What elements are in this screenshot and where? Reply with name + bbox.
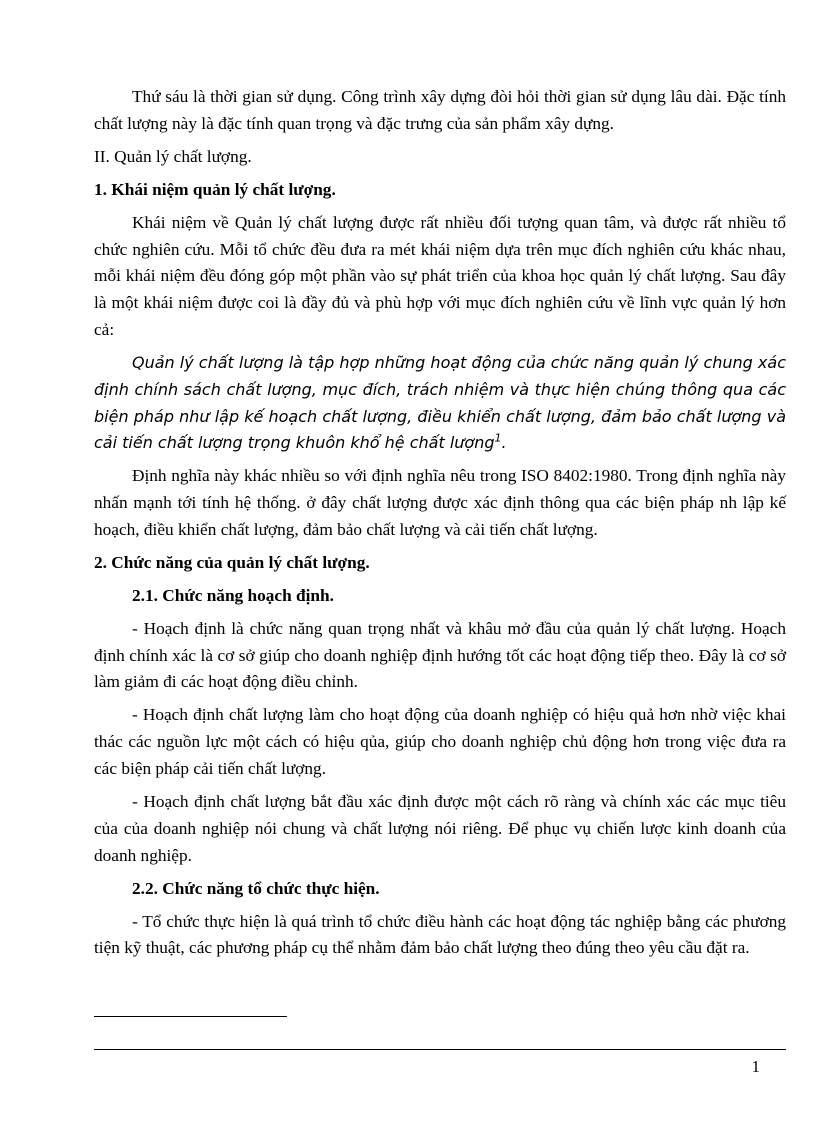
footnote-separator xyxy=(94,1016,287,1017)
body-paragraph: - Hoạch định chất lượng làm cho hoạt động của doanh nghiệp có hiệu quả hơn nhờ việc khai thác các nguồn lực một cách có hiệu qủa, giúp cho doanh nghiệp chủ động hơn trong việc đưa ra các biện pháp cải tiến chất lượng. xyxy=(94,705,786,779)
page-number: 1 xyxy=(751,1057,760,1076)
section-heading: II. Quản lý chất lượng. xyxy=(94,146,252,166)
body-paragraph: Khái niệm về Quản lý chất lượng được rất nhiều đối tượng quan tâm, và được rất nhiều tổ chức nghiên cứu. Mỗi tổ chức đều đưa ra mét khái niệm dựa trên mục đích nghiên cứu khác nhau, mỗi khái niệm đều đóng góp một phần vào sự phát triển của khoa học quản lý chất lượng. Sau đây là một khái niệm được coi là đầy đủ và phù hợp với mục đích nghiên cứu về lĩnh vực quản lý hơn cả: xyxy=(94,212,786,339)
definition-text: Quản lý chất lượng là tập hợp những hoạt động của chức năng quản lý chung xác định chính sách chất lượng, mục đích, trách nhiệm và thực hiện chúng thông qua các biện pháp như lập kế hoạch chất lượng, điều khiển chất lượng, đảm bảo chất lượng và cải tiến chất lượng trọng khuôn khổ hệ chất lượng xyxy=(94,352,786,453)
footnote-marker: 1 xyxy=(494,431,502,445)
body-paragraph: Định nghĩa này khác nhiều so với định nghĩa nêu trong ISO 8402:1980. Trong định nghĩa này nhấn mạnh tới tính hệ thống. ở đây chất lượng được xác định thông qua các biện pháp nh lập kế hoạch, điều khiển chất lượng, đảm bảo chất lượng và cải tiến chất lượng. xyxy=(94,466,786,539)
definition-quote xyxy=(94,350,786,457)
subsection-heading: 2.2. Chức năng tổ chức thực hiện. xyxy=(132,878,380,898)
body-paragraph: - Hoạch định chất lượng bắt đầu xác định được một cách rõ ràng và chính xác các mục tiêu của của doanh nghiệp nói chung và chất lượng nói riêng. Để phục vụ chiến lược kinh doanh của doanh nghiệp. xyxy=(94,792,786,865)
document-page xyxy=(94,84,786,968)
body-paragraph: - Hoạch định là chức năng quan trọng nhất và khâu mở đầu của quản lý chất lượng. Hoạch định chính xác là cơ sở giúp cho doanh nghiệp định hướng tốt các hoạt động tiếp theo. Đây là cơ sở làm giảm đi các hoạt động điều chỉnh. xyxy=(94,618,786,692)
section-heading: 2. Chức năng của quản lý chất lượng. xyxy=(94,552,370,572)
subsection-heading: 2.1. Chức năng hoạch định. xyxy=(132,585,334,605)
footer-rule xyxy=(94,1049,786,1050)
body-paragraph: - Tổ chức thực hiện là quá trình tổ chức điều hành các hoạt động tác nghiệp bằng các phương tiện kỹ thuật, các phương pháp cụ thể nhằm đảm bảo chất lượng theo đúng theo yêu cầu đặt ra. xyxy=(94,911,786,958)
section-heading: 1. Khái niệm quản lý chất lượng. xyxy=(94,179,336,199)
body-paragraph: Thứ sáu là thời gian sử dụng. Công trình xây dựng đòi hỏi thời gian sử dụng lâu dài. Đặc tính chất lượng này là đặc tính quan trọng và đặc trưng của sản phẩm xây dựng. xyxy=(94,87,786,133)
definition-end: . xyxy=(501,433,507,453)
